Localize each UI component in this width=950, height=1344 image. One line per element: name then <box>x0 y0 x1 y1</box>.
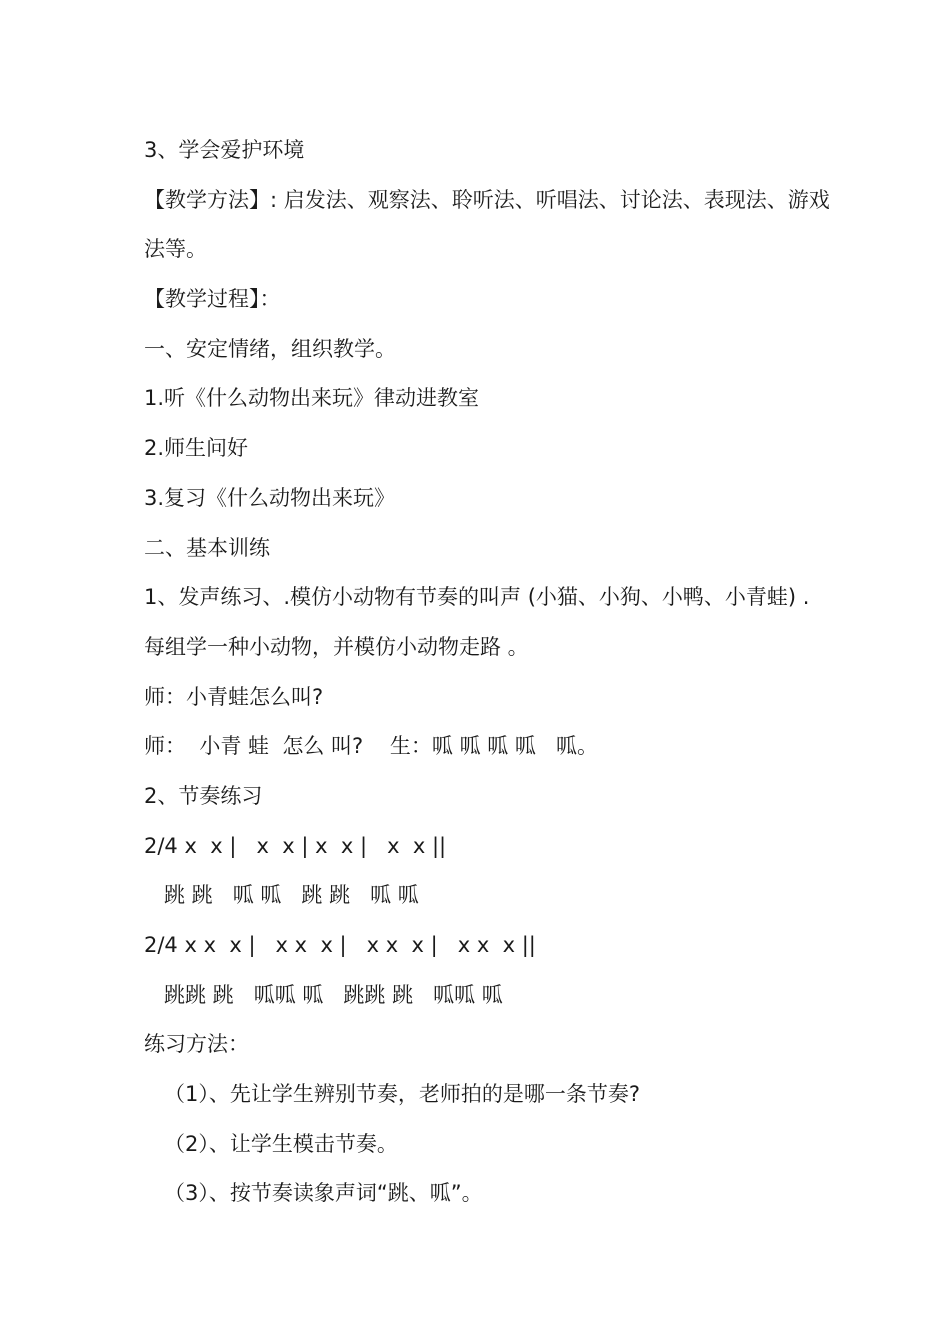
practice-item-3: （3）、按节奏读象声词“跳、呱”。 <box>164 1181 483 1206</box>
call-response-line: 师： 小青 蛙 怎么 叫? 生：呱 呱 呱 呱 呱。 <box>144 734 598 759</box>
teaching-process-heading: 【教学过程】： <box>144 287 281 312</box>
teacher-question-line: 师：小青蛙怎么叫? <box>144 684 324 709</box>
practice-item-1: （1）、先让学生辨别节奏，老师拍的是哪一条节奏? <box>164 1082 641 1107</box>
section-two-heading: 二、基本训练 <box>144 535 270 560</box>
step-1-line: 1.听《什么动物出来玩》律动进教室 <box>144 386 480 411</box>
group-activity-line: 每组学一种小动物，并模仿小动物走路 。 <box>144 634 529 659</box>
rhythm-lyrics-2: 跳跳 跳 呱呱 呱 跳跳 跳 呱呱 呱 <box>164 982 503 1007</box>
rhythm-lyrics-1: 跳 跳 呱 呱 跳 跳 呱 呱 <box>164 883 419 908</box>
objective-line-3: 3、学会爱护环境 <box>144 138 305 162</box>
practice-item-2: （2）、让学生模击节奏。 <box>164 1131 398 1156</box>
rhythm-notation-1: 2/4 x x | x x | x x | x x || <box>144 833 447 858</box>
teaching-methods-line: 【教学方法】: 启发法、观察法、聆听法、听唱法、讨论法、表现法、游戏 <box>144 187 830 212</box>
step-3-line: 3.复习《什么动物出来玩》 <box>144 485 396 510</box>
step-2-line: 2.师生问好 <box>144 436 249 461</box>
document-body <box>144 126 830 1219</box>
practice-method-heading: 练习方法： <box>144 1032 249 1057</box>
rhythm-notation-2: 2/4 x x x | x x x | x x x | x x x || <box>144 933 536 957</box>
rhythm-practice-heading: 2、节奏练习 <box>144 783 263 808</box>
vocal-practice-line: 1、发声练习、.模仿小动物有节奏的叫声 (小猫、小狗、小鸭、小青蛙) . <box>144 585 810 610</box>
section-one-heading: 一、安定情绪，组织教学。 <box>144 336 396 361</box>
teaching-methods-continued: 法等。 <box>144 237 207 262</box>
